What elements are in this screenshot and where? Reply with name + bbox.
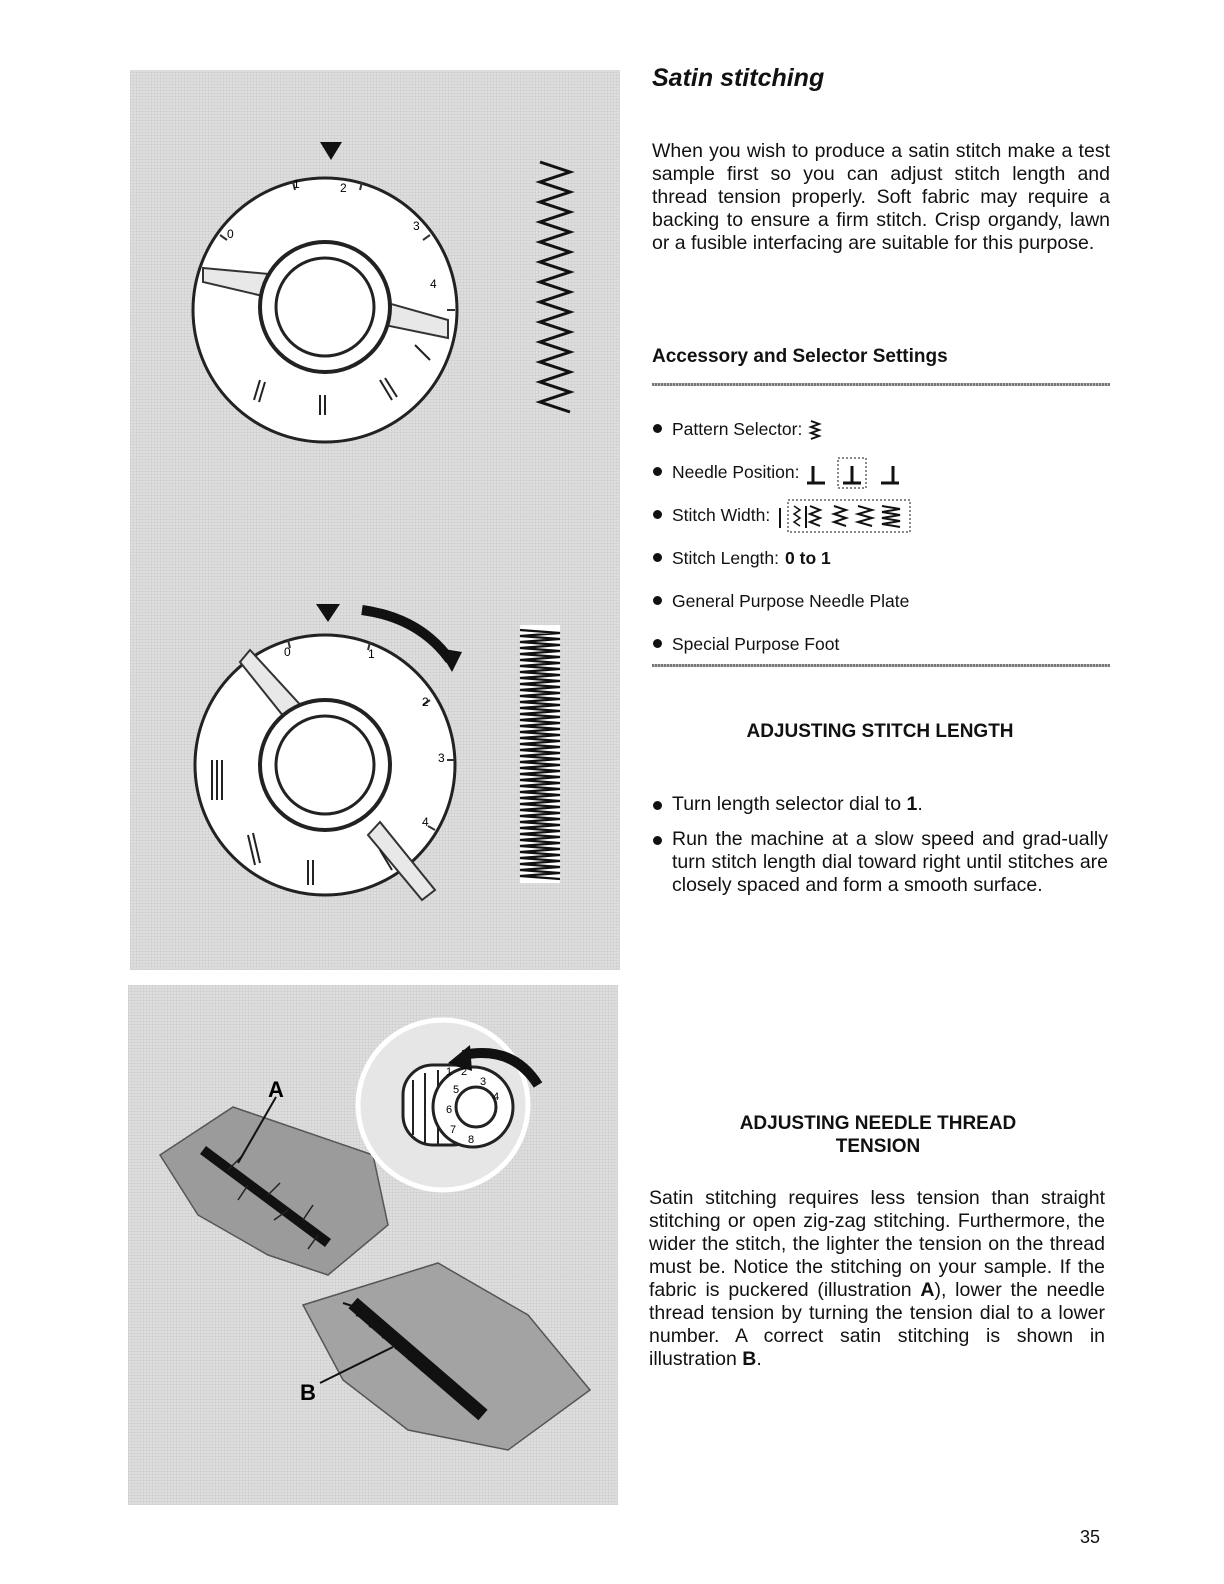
tension-number-3: 3 (480, 1076, 487, 1088)
dial1-number-4: 4 (430, 277, 437, 291)
tension-number-7: 7 (450, 1124, 457, 1136)
page-number: 35 (1080, 1527, 1101, 1547)
tension-number-1: 1 (446, 1066, 453, 1078)
tension-number-8: 8 (468, 1134, 475, 1146)
setting-stitch-width (652, 494, 1112, 537)
step-item (652, 828, 1108, 897)
dial2-number-2: 2 (422, 695, 429, 709)
dial2-number-1: 1 (368, 647, 375, 661)
tension-paragraph (649, 1187, 1105, 1371)
intro-paragraph: When you wish to produce a satin stitch make a test sample first so you can adjust stitch length and thread tension properly. Soft fabric may require a backing to ensure a firm stitch. Crisp organdy, lawn or a fusible interfacing are suitable for this purpose. (652, 140, 1110, 254)
tension-heading-line-1: ADJUSTING NEEDLE THREAD (739, 1113, 1017, 1134)
zigzag-stitch-sample (540, 162, 570, 412)
setting-needle-plate (652, 580, 1112, 623)
tension-drawing (128, 985, 618, 1505)
tension-number-2: 2 (461, 1066, 468, 1078)
zigzag-pattern-icon (808, 419, 822, 441)
setting-label: Needle Position: (672, 462, 800, 482)
illustration-tension (128, 985, 618, 1505)
step-value: 1 (906, 793, 918, 815)
setting-label: General Purpose Needle Plate (672, 591, 910, 611)
stitch-width-icon (776, 496, 912, 536)
step-text: Run the machine at a slow speed and grad-ually turn stitch length dial toward right until stitches are closely spaced and form a smooth surface. (672, 828, 1108, 896)
divider (652, 664, 1110, 667)
setting-presser-foot (652, 623, 1112, 666)
dial2-number-0: 0 (284, 645, 291, 659)
stitch-length-dial (195, 604, 462, 900)
page-title: Satin stitching (652, 64, 825, 92)
dial1-number-0: 0 (227, 227, 234, 241)
setting-label: Stitch Length: (672, 548, 780, 568)
tension-number-5: 5 (453, 1084, 460, 1096)
step-text: Turn length selector dial to (672, 793, 907, 815)
stitch-dials-drawing (130, 70, 620, 970)
tension-text-part-1: Satin stitching requires less tension than straight stitching or open zig-zag stitching. Furthermore, the wider the stitch, the lighter the tension on the thread must be. Notice the stitching on your sample. If the fabric is puckered (illustration (649, 1187, 1105, 1301)
setting-label: Pattern Selector: (672, 419, 803, 439)
stitch-length-steps (652, 793, 1108, 909)
label-b: B (300, 1380, 316, 1405)
tension-text-part-2: ), lower the needle thread tension by turning the tension dial to a lower number. A correct satin stitching is shown in illustration (649, 1279, 1105, 1370)
tension-text-part-3: . (756, 1348, 762, 1370)
ref-b: B (742, 1348, 757, 1370)
stitch-width-dial (193, 142, 457, 442)
ref-a: A (920, 1279, 935, 1301)
divider (652, 383, 1110, 386)
stitch-length-heading: ADJUSTING STITCH LENGTH (746, 721, 1014, 742)
setting-label: Stitch Width: (672, 505, 771, 525)
dial1-number-1: 1 (293, 177, 300, 191)
setting-needle-position (652, 451, 1112, 494)
settings-heading: Accessory and Selector Settings (652, 346, 948, 367)
step-suffix: . (917, 793, 923, 815)
settings-list (652, 408, 1112, 666)
setting-label: Special Purpose Foot (672, 634, 840, 654)
needle-position-icon (805, 456, 915, 490)
dial1-number-3: 3 (413, 219, 420, 233)
tension-number-6: 6 (446, 1104, 453, 1116)
fabric-sample-a (160, 1107, 388, 1275)
fabric-sample-b (303, 1263, 590, 1450)
satin-stitch-sample (520, 625, 560, 883)
setting-value: 0 to 1 (785, 548, 831, 568)
setting-pattern-selector (652, 408, 1112, 451)
tension-heading (648, 1112, 1108, 1158)
tension-dial (358, 1020, 538, 1190)
tension-heading-line-2: TENSION (835, 1136, 921, 1157)
tension-number-4: 4 (493, 1091, 500, 1103)
illustration-stitch-dials (130, 70, 620, 970)
label-a: A (268, 1077, 284, 1102)
step-item (652, 793, 1108, 816)
dial2-number-3: 3 (438, 751, 445, 765)
setting-stitch-length (652, 537, 1112, 580)
dial1-number-2: 2 (340, 181, 347, 195)
dial2-number-4: 4 (422, 815, 429, 829)
